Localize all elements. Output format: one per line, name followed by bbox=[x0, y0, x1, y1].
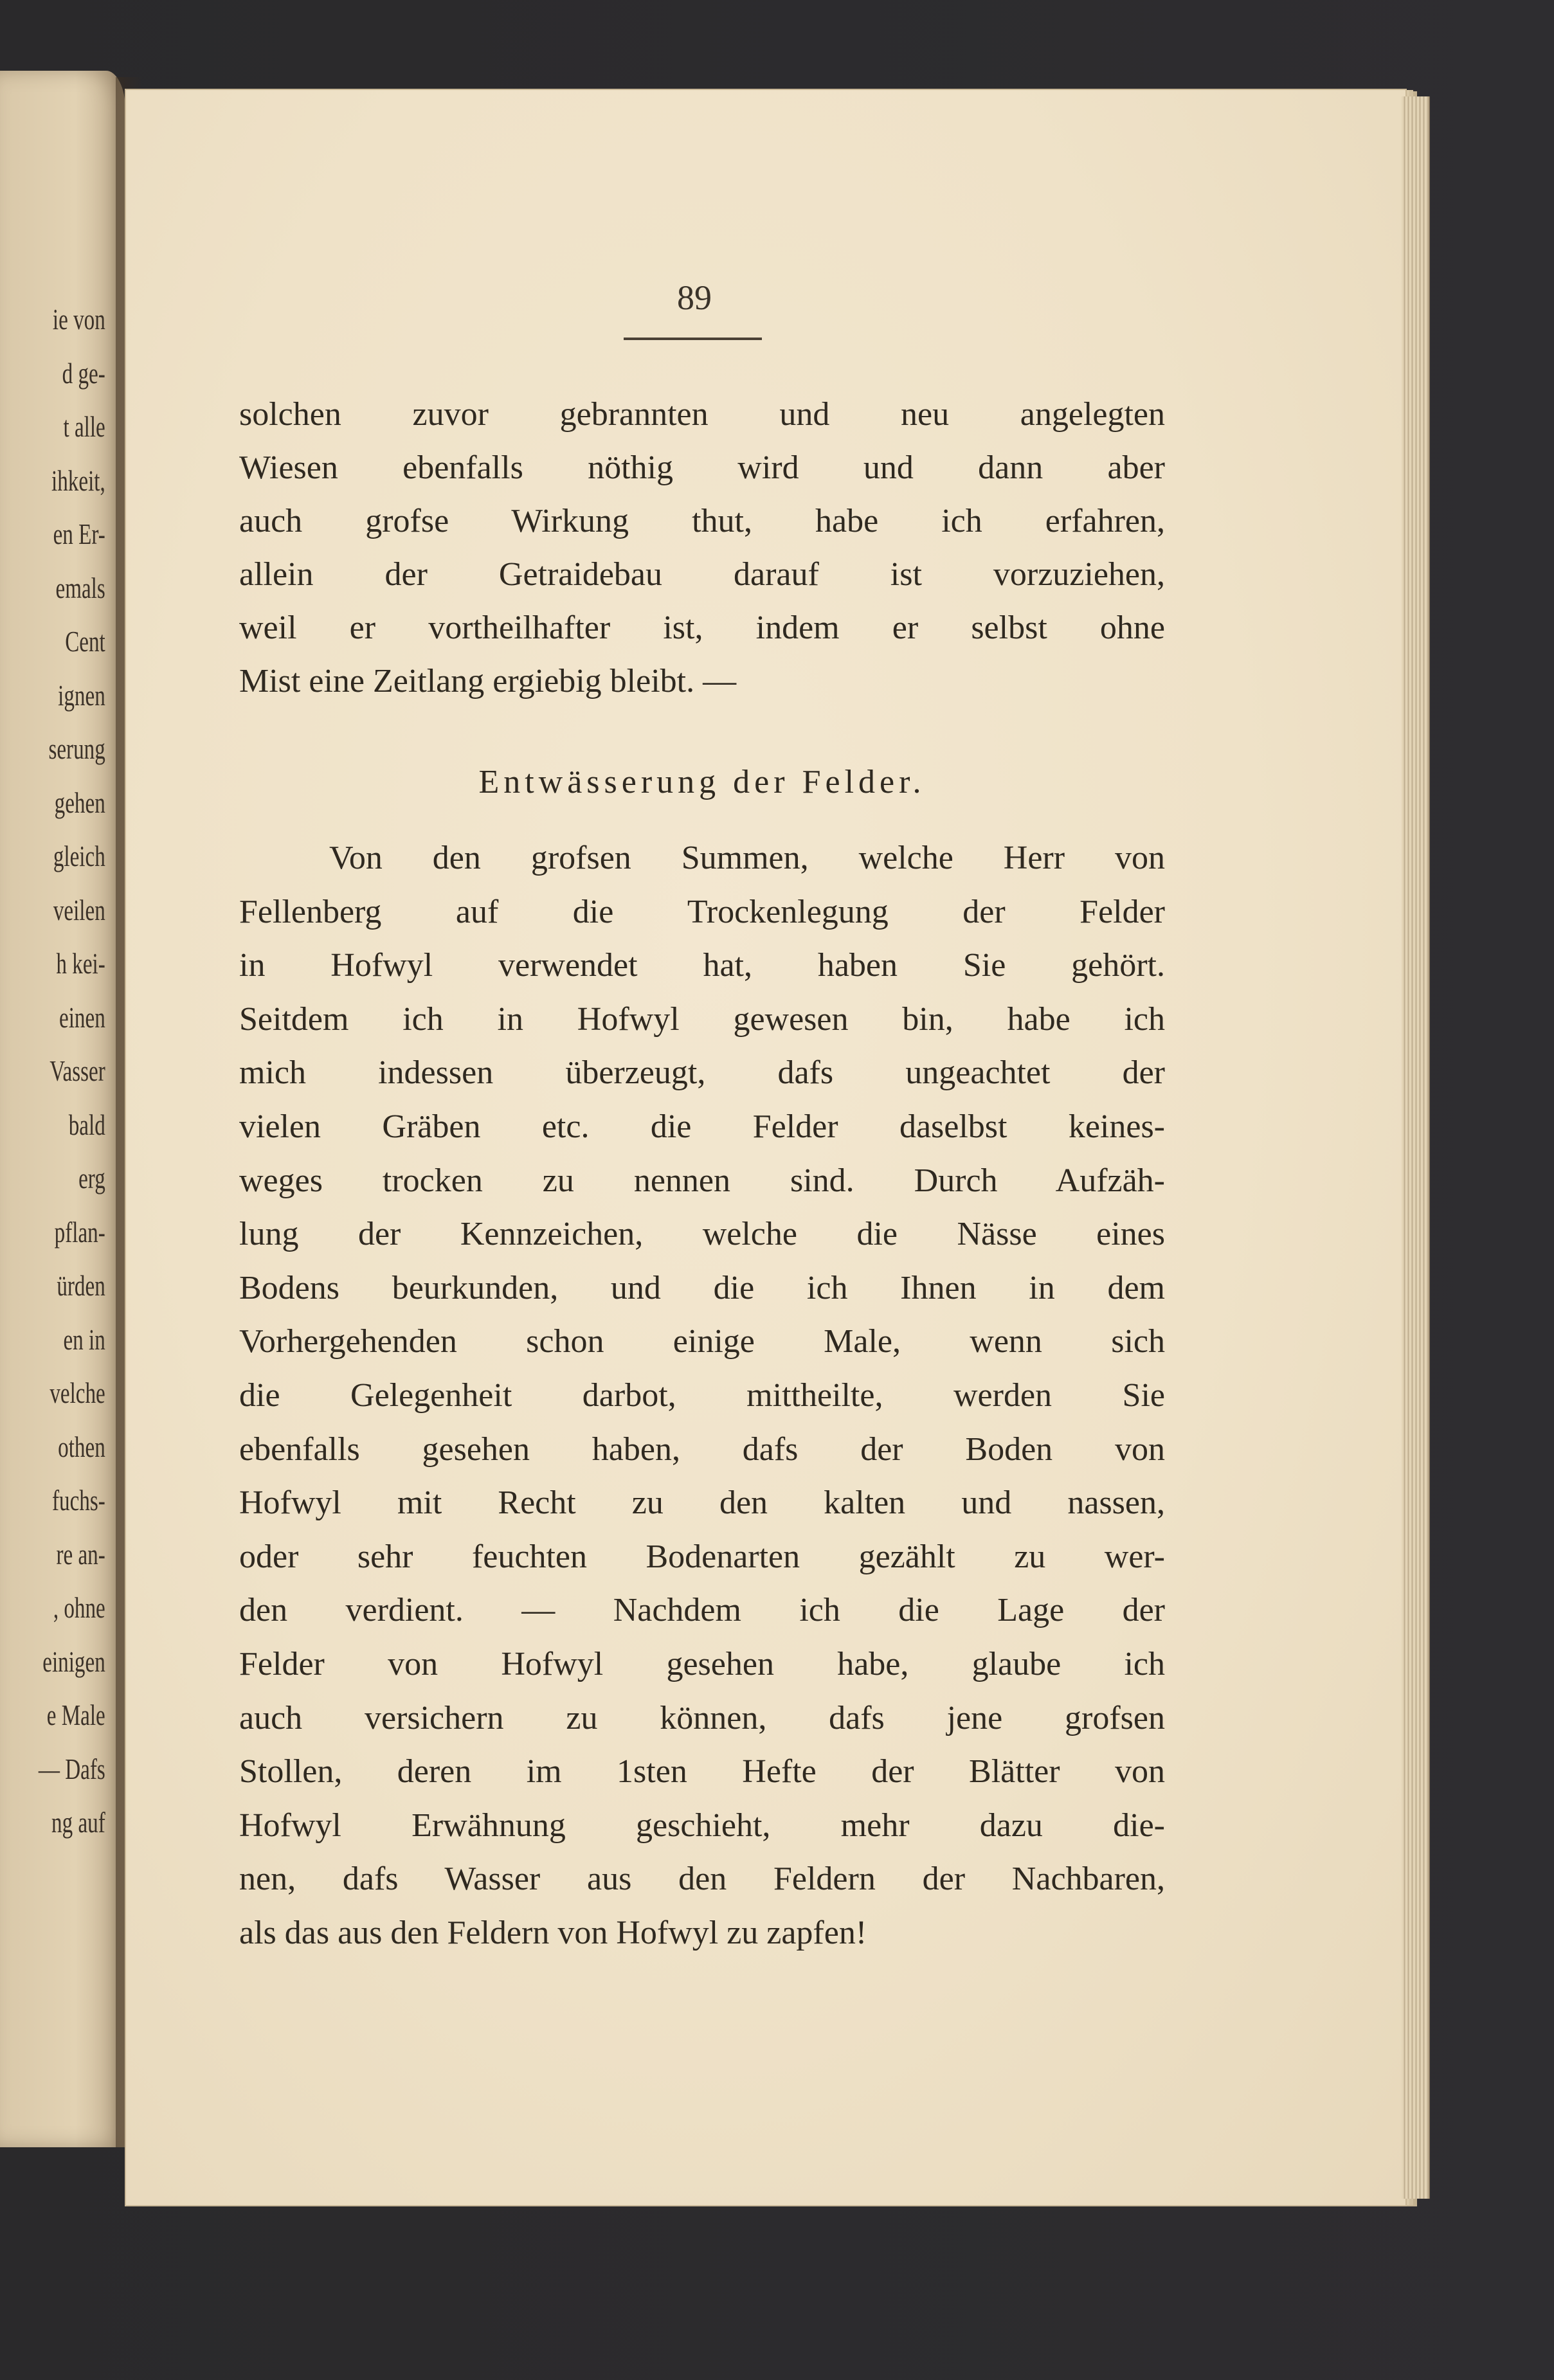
left-page-fragment: erg bbox=[78, 1162, 105, 1195]
left-page-fragment: einen bbox=[59, 1000, 105, 1034]
left-page-fragment: en Er- bbox=[53, 518, 105, 550]
left-page-fragment: ignen bbox=[58, 678, 105, 712]
section-heading: Entwässerung der Felder. bbox=[478, 764, 926, 800]
page-number: 89 bbox=[677, 278, 712, 317]
left-page-fragment: d ge- bbox=[62, 356, 105, 390]
text-line: lung der Kennzeichen, welche die Nässe eines bbox=[239, 1216, 1165, 1253]
text-line: oder sehr feuchten Bodenarten gezählt zu wer- bbox=[239, 1538, 1165, 1575]
text-line: weges trocken zu nennen sind. Durch Aufzäh- bbox=[239, 1162, 1165, 1199]
text-line: auch grofse Wirkung thut, habe ich erfahren, bbox=[239, 503, 1165, 539]
left-page-fragment: e Male bbox=[46, 1699, 105, 1731]
left-page-fragment: serung bbox=[48, 732, 105, 765]
text-line: Fellenberg auf die Trockenlegung der Felder bbox=[239, 893, 1165, 930]
text-line: in Hofwyl verwendet hat, haben Sie gehört. bbox=[239, 947, 1165, 984]
text-line: Felder von Hofwyl gesehen habe, glaube ich bbox=[239, 1646, 1165, 1682]
text-line: den verdient. — Nachdem ich die Lage der bbox=[239, 1592, 1165, 1629]
left-page-fragment: Cent bbox=[65, 625, 105, 658]
left-page-fragment: pflan- bbox=[54, 1215, 105, 1249]
page-number-rule bbox=[624, 338, 762, 340]
left-page-fragment: gleich bbox=[53, 840, 105, 872]
text-line: solchen zuvor gebrannten und neu angelegten bbox=[239, 396, 1165, 433]
text-line: Hofwyl Erwähnung geschieht, mehr dazu die- bbox=[239, 1807, 1165, 1844]
text-line: weil er vortheilhafter ist, indem er selbst ohne bbox=[239, 609, 1165, 646]
left-page-fragment: othen bbox=[58, 1430, 105, 1463]
left-page-fragment: re an- bbox=[56, 1537, 105, 1571]
left-page-fragment: fuchs- bbox=[51, 1484, 105, 1517]
text-line: auch versichern zu können, dafs jene grofsen bbox=[239, 1699, 1165, 1736]
text-line: Bodens beurkunden, und die ich Ihnen in dem bbox=[239, 1269, 1165, 1306]
text-line: die Gelegenheit darbot, mittheilte, werden Sie bbox=[239, 1377, 1165, 1414]
text-line: nen, dafs Wasser aus den Feldern der Nachbaren, bbox=[239, 1861, 1165, 1898]
text-line: Von den grofsen Summen, welche Herr von bbox=[329, 840, 1165, 876]
page-edges bbox=[1402, 96, 1430, 2199]
left-facing-page bbox=[0, 71, 125, 2147]
text-line: Hofwyl mit Recht zu den kalten und nassen, bbox=[239, 1484, 1165, 1522]
left-page-fragment: ürden bbox=[57, 1269, 105, 1302]
left-page-fragment: emals bbox=[55, 571, 105, 604]
left-page-fragment: einigen bbox=[42, 1645, 105, 1678]
left-page-fragment: veilen bbox=[53, 893, 105, 926]
text-line: Seitdem ich in Hofwyl gewesen bin, habe ich bbox=[239, 1000, 1165, 1038]
text-line: allein der Getraidebau darauf ist vorzuziehen, bbox=[239, 556, 1165, 593]
text-line: Wiesen ebenfalls nöthig wird und dann aber bbox=[239, 449, 1165, 486]
text-line: mich indessen überzeugt, dafs ungeachtet der bbox=[239, 1054, 1165, 1092]
left-page-fragment: gehen bbox=[54, 786, 105, 819]
left-page-fragment: , ohne bbox=[53, 1591, 105, 1624]
left-page-fragment: t alle bbox=[63, 410, 105, 443]
left-page-fragment: velche bbox=[50, 1376, 105, 1409]
left-page-fragment: h kei- bbox=[56, 947, 105, 980]
left-page-fragment: ng auf bbox=[51, 1806, 105, 1839]
left-page-fragment: Vasser bbox=[50, 1054, 105, 1087]
text-line: Stollen, deren im 1sten Hefte der Blätter von bbox=[239, 1753, 1165, 1790]
left-page-fragment: — Dafs bbox=[38, 1752, 105, 1785]
left-page-fragment: en in bbox=[63, 1322, 105, 1356]
text-line: vielen Gräben etc. die Felder daselbst keines- bbox=[239, 1108, 1165, 1145]
text-line: Mist eine Zeitlang ergiebig bleibt. — bbox=[239, 663, 737, 699]
text-line: ebenfalls gesehen haben, dafs der Boden von bbox=[239, 1430, 1165, 1468]
left-page-fragment: ie von bbox=[52, 303, 105, 336]
left-page-fragment: bald bbox=[68, 1108, 105, 1141]
text-line: als das aus den Feldern von Hofwyl zu zapfen! bbox=[239, 1915, 867, 1951]
left-page-fragment: ihkeit, bbox=[51, 464, 105, 497]
text-line: Vorhergehenden schon einige Male, wenn sich bbox=[239, 1323, 1165, 1360]
